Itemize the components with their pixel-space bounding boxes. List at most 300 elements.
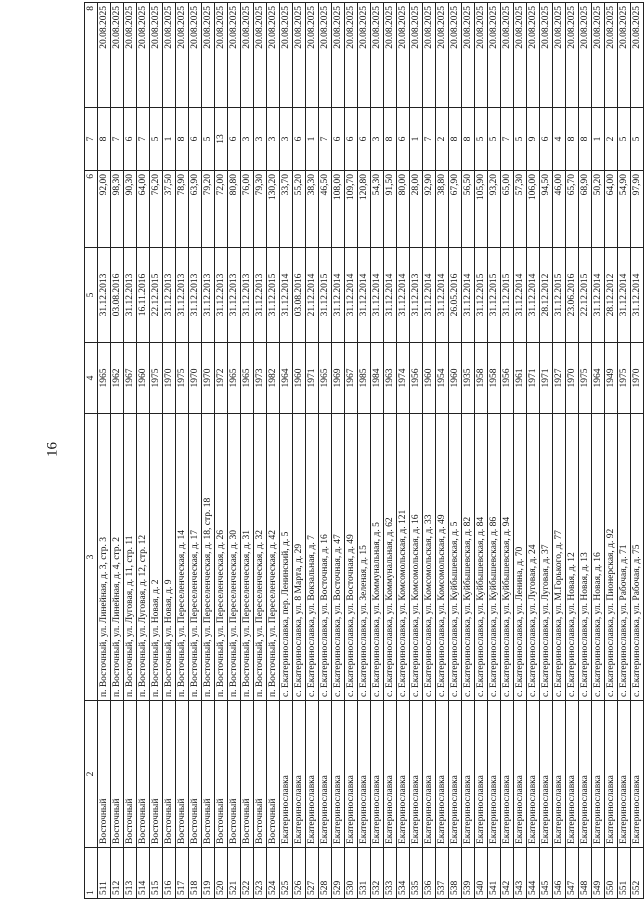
table-row: [124, 3, 137, 899]
year-cell: 1965: [98, 343, 111, 414]
deadline-cell: 20.08.2025: [501, 3, 514, 108]
deadline-cell: 20.08.2025: [319, 3, 332, 108]
date-cell: 31.12.2014: [384, 248, 397, 343]
count-cell: 6: [332, 108, 345, 171]
row-number-cell: 536: [423, 848, 436, 899]
row-number-cell: 514: [137, 848, 150, 899]
year-cell: 1960: [293, 343, 306, 414]
area-cell: 54,30: [371, 171, 384, 248]
area-cell: 38,30: [306, 171, 319, 248]
header-cell: 2: [85, 701, 98, 848]
row-number-cell: 527: [306, 848, 319, 899]
year-cell: 1960: [137, 343, 150, 414]
date-cell: 16.11.2016: [137, 248, 150, 343]
deadline-cell: 20.08.2025: [566, 3, 579, 108]
settlement-cell: Екатеринославка: [592, 701, 605, 848]
year-cell: 1935: [462, 343, 475, 414]
table-row: [631, 3, 644, 899]
address-cell: с. Екатеринославка, ул. Куйбышевская, д. 5: [449, 414, 462, 701]
address-cell: с. Екатеринославка, ул. Куйбышевская, д. 84: [475, 414, 488, 701]
count-cell: 7: [137, 108, 150, 171]
date-cell: 31.12.2014: [371, 248, 384, 343]
date-cell: 31.12.2013: [254, 248, 267, 343]
settlement-cell: Екатеринославка: [345, 701, 358, 848]
area-cell: 76,20: [150, 171, 163, 248]
area-cell: 80,00: [397, 171, 410, 248]
area-cell: 54,90: [618, 171, 631, 248]
deadline-cell: 20.08.2025: [345, 3, 358, 108]
row-number-cell: 546: [553, 848, 566, 899]
address-cell: п. Восточный, ул. Переселенческая, д. 42: [267, 414, 280, 701]
count-cell: 6: [228, 108, 241, 171]
year-cell: 1971: [527, 343, 540, 414]
area-cell: 56,50: [462, 171, 475, 248]
date-cell: 28.12.2012: [540, 248, 553, 343]
settlement-cell: Екатеринославка: [371, 701, 384, 848]
row-number-cell: 513: [124, 848, 137, 899]
address-cell: с. Екатеринославка, ул. Луговая, д. 24: [527, 414, 540, 701]
settlement-cell: Екатеринославка: [631, 701, 644, 848]
table-row: [345, 3, 358, 899]
count-cell: 8: [449, 108, 462, 171]
area-cell: 64,00: [605, 171, 618, 248]
settlement-cell: Екатеринославка: [423, 701, 436, 848]
year-cell: 1975: [150, 343, 163, 414]
address-cell: с. Екатеринославка, ул. Комсомольская, д. 16: [410, 414, 423, 701]
area-cell: 38,80: [436, 171, 449, 248]
header-cell: 4: [85, 343, 98, 414]
count-cell: 3: [241, 108, 254, 171]
row-number-cell: 533: [384, 848, 397, 899]
row-number-cell: 539: [462, 848, 475, 899]
year-cell: 1962: [111, 343, 124, 414]
row-number-cell: 520: [215, 848, 228, 899]
deadline-cell: 20.08.2025: [111, 3, 124, 108]
area-cell: 28,00: [410, 171, 423, 248]
deadline-cell: 20.08.2025: [176, 3, 189, 108]
rotated-table-frame: [84, 6, 642, 899]
settlement-cell: Екатеринославка: [332, 701, 345, 848]
count-cell: 5: [150, 108, 163, 171]
header-cell: 5: [85, 248, 98, 343]
date-cell: 31.12.2013: [176, 248, 189, 343]
count-cell: 8: [566, 108, 579, 171]
year-cell: 1975: [618, 343, 631, 414]
row-number-cell: 551: [618, 848, 631, 899]
row-number-cell: 535: [410, 848, 423, 899]
row-number-cell: 511: [98, 848, 111, 899]
table-row: [566, 3, 579, 899]
date-cell: 31.12.2014: [631, 248, 644, 343]
date-cell: 31.12.2015: [267, 248, 280, 343]
settlement-cell: Екатеринославка: [306, 701, 319, 848]
address-cell: с. Екатеринославка, ул. Куйбышевская, д. 86: [488, 414, 501, 701]
date-cell: 31.12.2013: [410, 248, 423, 343]
table-row: [605, 3, 618, 899]
table-row: [449, 3, 462, 899]
year-cell: 1963: [384, 343, 397, 414]
settlement-cell: Восточный: [189, 701, 202, 848]
deadline-cell: 20.08.2025: [514, 3, 527, 108]
row-number-cell: 545: [540, 848, 553, 899]
count-cell: 5: [631, 108, 644, 171]
address-cell: с. Екатеринославка, ул. Восточная, д. 49: [345, 414, 358, 701]
table-row: [215, 3, 228, 899]
area-cell: 46,50: [319, 171, 332, 248]
count-cell: 5: [202, 108, 215, 171]
year-cell: 1949: [605, 343, 618, 414]
count-cell: 13: [215, 108, 228, 171]
table-row: [488, 3, 501, 899]
address-cell: с. Екатеринославка, ул. Куйбышевская, д. 94: [501, 414, 514, 701]
address-cell: п. Восточный, ул. Переселенческая, д. 26: [215, 414, 228, 701]
address-cell: п. Восточный, ул. Луговая, д. 12, стр. 12: [137, 414, 150, 701]
area-cell: 37,50: [163, 171, 176, 248]
table-row: [241, 3, 254, 899]
deadline-cell: 20.08.2025: [397, 3, 410, 108]
settlement-cell: Екатеринославка: [514, 701, 527, 848]
settlement-cell: Восточный: [111, 701, 124, 848]
count-cell: 3: [254, 108, 267, 171]
deadline-cell: 20.08.2025: [124, 3, 137, 108]
count-cell: 3: [280, 108, 293, 171]
settlement-cell: Восточный: [176, 701, 189, 848]
settlement-cell: Екатеринославка: [449, 701, 462, 848]
date-cell: 31.12.2015: [501, 248, 514, 343]
count-cell: 6: [124, 108, 137, 171]
table-row: [618, 3, 631, 899]
area-cell: 63,90: [189, 171, 202, 248]
row-number-cell: 524: [267, 848, 280, 899]
row-number-cell: 528: [319, 848, 332, 899]
settlement-cell: Екатеринославка: [410, 701, 423, 848]
year-cell: 1956: [410, 343, 423, 414]
count-cell: 2: [436, 108, 449, 171]
header-cell: 8: [85, 3, 98, 108]
date-cell: 31.12.2013: [215, 248, 228, 343]
settlement-cell: Екатеринославка: [475, 701, 488, 848]
count-cell: 7: [111, 108, 124, 171]
address-cell: с. Екатеринославка, пер. Ленинский, д. 5: [280, 414, 293, 701]
settlement-cell: Восточный: [241, 701, 254, 848]
table-row: [254, 3, 267, 899]
settlement-cell: Екатеринославка: [436, 701, 449, 848]
year-cell: 1960: [449, 343, 462, 414]
row-number-cell: 512: [111, 848, 124, 899]
deadline-cell: 20.08.2025: [293, 3, 306, 108]
year-cell: 1964: [592, 343, 605, 414]
year-cell: 1975: [579, 343, 592, 414]
area-cell: 120,80: [358, 171, 371, 248]
date-cell: 31.12.2013: [202, 248, 215, 343]
area-cell: 97,90: [631, 171, 644, 248]
row-number-cell: 517: [176, 848, 189, 899]
date-cell: 31.12.2014: [332, 248, 345, 343]
count-cell: 6: [189, 108, 202, 171]
count-cell: 5: [514, 108, 527, 171]
table-row: [137, 3, 150, 899]
table-row: [280, 3, 293, 899]
address-cell: п. Восточный, ул. Луговая, д. 11, стр. 11: [124, 414, 137, 701]
date-cell: 31.12.2015: [553, 248, 566, 343]
area-cell: 65,70: [566, 171, 579, 248]
date-cell: 31.12.2014: [423, 248, 436, 343]
area-cell: 68,90: [579, 171, 592, 248]
count-cell: 6: [397, 108, 410, 171]
year-cell: 1961: [514, 343, 527, 414]
year-cell: 1927: [553, 343, 566, 414]
table-row: [540, 3, 553, 899]
deadline-cell: 20.08.2025: [540, 3, 553, 108]
date-cell: 28.12.2012: [605, 248, 618, 343]
settlement-cell: Екатеринославка: [397, 701, 410, 848]
settlement-cell: Екатеринославка: [293, 701, 306, 848]
table-row: [319, 3, 332, 899]
address-cell: п. Восточный, ул. Новая, д. 9: [163, 414, 176, 701]
deadline-cell: 20.08.2025: [163, 3, 176, 108]
address-cell: с. Екатеринославка, ул. Луговая, д. 37: [540, 414, 553, 701]
count-cell: 8: [384, 108, 397, 171]
deadline-cell: 20.08.2025: [475, 3, 488, 108]
address-cell: с. Екатеринославка, ул. Комсомольская, д. 33: [423, 414, 436, 701]
area-cell: 90,30: [124, 171, 137, 248]
date-cell: 31.12.2015: [475, 248, 488, 343]
address-cell: п. Восточный, ул. Линейная, д. 3, стр. 3: [98, 414, 111, 701]
date-cell: 03.08.2016: [293, 248, 306, 343]
row-number-cell: 531: [358, 848, 371, 899]
deadline-cell: 20.08.2025: [202, 3, 215, 108]
settlement-cell: Екатеринославка: [605, 701, 618, 848]
table-row: [293, 3, 306, 899]
area-cell: 130,20: [267, 171, 280, 248]
date-cell: 31.12.2014: [514, 248, 527, 343]
settlement-cell: Восточный: [98, 701, 111, 848]
count-cell: 3: [371, 108, 384, 171]
deadline-cell: 20.08.2025: [280, 3, 293, 108]
count-cell: 2: [605, 108, 618, 171]
year-cell: 1970: [189, 343, 202, 414]
area-cell: 79,30: [254, 171, 267, 248]
year-cell: 1965: [228, 343, 241, 414]
deadline-cell: 20.08.2025: [605, 3, 618, 108]
date-cell: 31.12.2014: [436, 248, 449, 343]
date-cell: 31.12.2013: [189, 248, 202, 343]
address-cell: с. Екатеринославка, ул. Рабочая, д. 75: [631, 414, 644, 701]
row-number-cell: 552: [631, 848, 644, 899]
area-cell: 46,00: [553, 171, 566, 248]
date-cell: 31.12.2013: [163, 248, 176, 343]
table-container: [84, 6, 642, 899]
row-number-cell: 519: [202, 848, 215, 899]
year-cell: 1956: [501, 343, 514, 414]
address-cell: с. Екатеринославка, ул. Коммунальная, д. 62: [384, 414, 397, 701]
settlement-cell: Екатеринославка: [566, 701, 579, 848]
area-cell: 76,00: [241, 171, 254, 248]
table-row: [410, 3, 423, 899]
settlement-cell: Восточный: [137, 701, 150, 848]
address-cell: п. Восточный, ул. Переселенческая, д. 31: [241, 414, 254, 701]
address-cell: с. Екатеринославка, ул. Комсомольская, д. 121: [397, 414, 410, 701]
area-cell: 109,70: [345, 171, 358, 248]
settlement-cell: Екатеринославка: [488, 701, 501, 848]
row-number-cell: 544: [527, 848, 540, 899]
count-cell: 7: [423, 108, 436, 171]
settlement-cell: Екатеринославка: [384, 701, 397, 848]
year-cell: 1971: [306, 343, 319, 414]
table-row: [189, 3, 202, 899]
year-cell: 1965: [241, 343, 254, 414]
table-row: [228, 3, 241, 899]
address-cell: с. Екатеринославка, ул. Восточная, д. 16: [319, 414, 332, 701]
year-cell: 1967: [124, 343, 137, 414]
year-cell: 1975: [176, 343, 189, 414]
table-row: [384, 3, 397, 899]
year-cell: 1970: [631, 343, 644, 414]
table-row: [397, 3, 410, 899]
address-cell: с. Екатеринославка, ул. Новая, д. 13: [579, 414, 592, 701]
address-cell: с. Екатеринославка, ул. Коммунальная, д. 5: [371, 414, 384, 701]
address-cell: с. Екатеринославка, ул. Новая, д. 16: [592, 414, 605, 701]
date-cell: 31.12.2014: [397, 248, 410, 343]
settlement-cell: Екатеринославка: [579, 701, 592, 848]
page-number: 16: [44, 442, 61, 457]
header-cell: 6: [85, 171, 98, 248]
area-cell: 98,30: [111, 171, 124, 248]
address-cell: с. Екатеринославка, ул. Пионерская, д. 92: [605, 414, 618, 701]
deadline-cell: 20.08.2025: [306, 3, 319, 108]
row-number-cell: 526: [293, 848, 306, 899]
year-cell: 1974: [397, 343, 410, 414]
deadline-cell: 20.08.2025: [384, 3, 397, 108]
date-cell: 23.06.2016: [566, 248, 579, 343]
settlement-cell: Восточный: [228, 701, 241, 848]
row-number-cell: 541: [488, 848, 501, 899]
area-cell: 91,50: [384, 171, 397, 248]
row-number-cell: 530: [345, 848, 358, 899]
count-cell: 1: [592, 108, 605, 171]
settlement-cell: Екатеринославка: [540, 701, 553, 848]
date-cell: 31.12.2015: [488, 248, 501, 343]
table-row: [150, 3, 163, 899]
date-cell: 26.05.2016: [449, 248, 462, 343]
address-cell: с. Екатеринославка, ул. Рабочая, д. 71: [618, 414, 631, 701]
address-cell: с. Екатеринославка, ул. Зеленая, д. 15: [358, 414, 371, 701]
table-row: [514, 3, 527, 899]
count-cell: 6: [293, 108, 306, 171]
table-row: [475, 3, 488, 899]
settlement-cell: Екатеринославка: [280, 701, 293, 848]
address-cell: с. Екатеринославка, ул. Восточная, д. 47: [332, 414, 345, 701]
address-cell: с. Екатеринославка, ул. 8 Марта, д. 29: [293, 414, 306, 701]
year-cell: 1960: [423, 343, 436, 414]
date-cell: 31.12.2014: [462, 248, 475, 343]
date-cell: 31.12.2014: [358, 248, 371, 343]
date-cell: 03.08.2016: [111, 248, 124, 343]
count-cell: 5: [488, 108, 501, 171]
address-cell: с. Екатеринославка, ул. Куйбышевская, д. 82: [462, 414, 475, 701]
deadline-cell: 20.08.2025: [371, 3, 384, 108]
count-cell: 8: [579, 108, 592, 171]
date-cell: 31.12.2013: [228, 248, 241, 343]
date-cell: 22.12.2015: [579, 248, 592, 343]
table-row: [306, 3, 319, 899]
deadline-cell: 20.08.2025: [592, 3, 605, 108]
date-cell: 31.12.2013: [98, 248, 111, 343]
address-cell: п. Восточный, ул. Переселенческая, д. 17: [189, 414, 202, 701]
housing-table: [84, 2, 644, 899]
deadline-cell: 20.08.2025: [137, 3, 150, 108]
deadline-cell: 20.08.2025: [553, 3, 566, 108]
header-cell: 3: [85, 414, 98, 701]
deadline-cell: 20.08.2025: [436, 3, 449, 108]
count-cell: 1: [306, 108, 319, 171]
settlement-cell: Восточный: [163, 701, 176, 848]
year-cell: 1967: [345, 343, 358, 414]
address-cell: с. Екатеринославка, ул. Новая, д. 12: [566, 414, 579, 701]
deadline-cell: 20.08.2025: [449, 3, 462, 108]
table-header-row: [85, 3, 98, 899]
settlement-cell: Екатеринославка: [501, 701, 514, 848]
area-cell: 55,20: [293, 171, 306, 248]
date-cell: 22.12.2015: [150, 248, 163, 343]
area-cell: 33,70: [280, 171, 293, 248]
table-row: [332, 3, 345, 899]
date-cell: 31.12.2013: [241, 248, 254, 343]
count-cell: 8: [98, 108, 111, 171]
year-cell: 1970: [163, 343, 176, 414]
settlement-cell: Екатеринославка: [618, 701, 631, 848]
table-row: [358, 3, 371, 899]
area-cell: 65,00: [501, 171, 514, 248]
address-cell: с. Екатеринославка, ул. Комсомольская, д. 49: [436, 414, 449, 701]
year-cell: 1965: [319, 343, 332, 414]
row-number-cell: 521: [228, 848, 241, 899]
header-cell: 7: [85, 108, 98, 171]
area-cell: 78,90: [176, 171, 189, 248]
deadline-cell: 20.08.2025: [150, 3, 163, 108]
area-cell: 92,00: [98, 171, 111, 248]
table-row: [111, 3, 124, 899]
row-number-cell: 532: [371, 848, 384, 899]
area-cell: 57,30: [514, 171, 527, 248]
count-cell: 6: [345, 108, 358, 171]
table-row: [527, 3, 540, 899]
area-cell: 93,20: [488, 171, 501, 248]
count-cell: 6: [358, 108, 371, 171]
year-cell: 1954: [436, 343, 449, 414]
area-cell: 92,90: [423, 171, 436, 248]
count-cell: 3: [267, 108, 280, 171]
year-cell: 1971: [540, 343, 553, 414]
deadline-cell: 20.08.2025: [267, 3, 280, 108]
table-body: [98, 3, 644, 899]
table-row: [371, 3, 384, 899]
year-cell: 1964: [280, 343, 293, 414]
date-cell: 31.12.2014: [592, 248, 605, 343]
deadline-cell: 20.08.2025: [423, 3, 436, 108]
area-cell: 94,50: [540, 171, 553, 248]
area-cell: 80,80: [228, 171, 241, 248]
settlement-cell: Восточный: [150, 701, 163, 848]
table-row: [436, 3, 449, 899]
row-number-cell: 537: [436, 848, 449, 899]
count-cell: 7: [501, 108, 514, 171]
count-cell: 5: [618, 108, 631, 171]
area-cell: 72,00: [215, 171, 228, 248]
area-cell: 106,00: [527, 171, 540, 248]
year-cell: 1969: [332, 343, 345, 414]
row-number-cell: 523: [254, 848, 267, 899]
